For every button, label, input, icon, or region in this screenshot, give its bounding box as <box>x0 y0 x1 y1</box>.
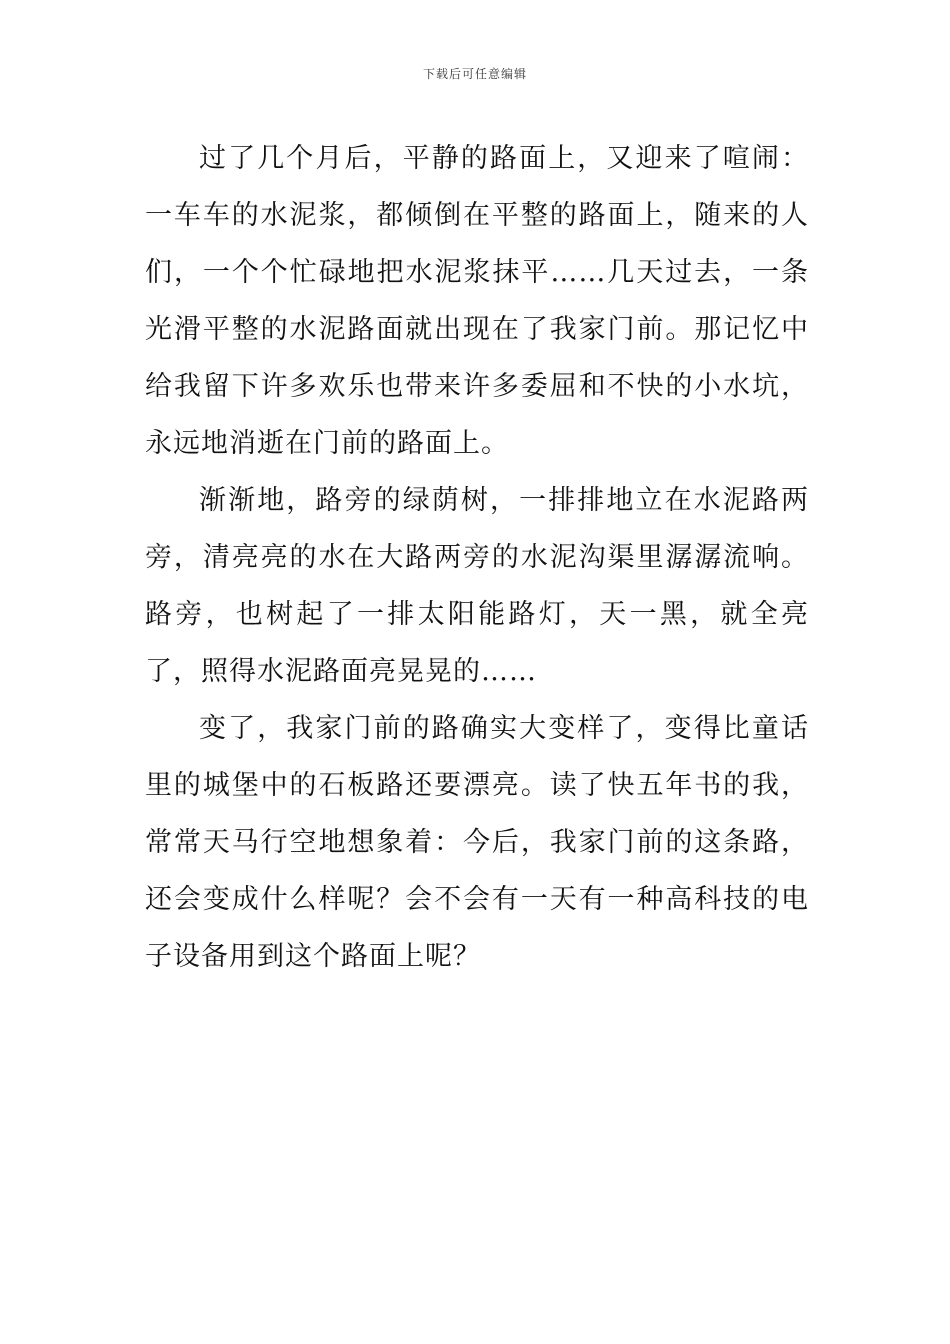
paragraph-2: 渐渐地，路旁的绿荫树，一排排地立在水泥路两旁，清亮亮的水在大路两旁的水泥沟渠里潺潺流响。路旁，也树起了一排太阳能路灯，天一黑，就全亮了，照得水泥路面亮晃晃的…… <box>145 485 809 687</box>
paragraph-3: 变了，我家门前的路确实大变样了，变得比童话里的城堡中的石板路还要漂亮。读了快五年书的我，常常天马行空地想象着：今后，我家门前的这条路，还会变成什么样呢？会不会有一天有一种高科技的电子设备用到这个路面上呢？ <box>145 713 809 972</box>
document-body <box>145 130 809 985</box>
page-header: 下载后可任意编辑 <box>422 67 527 81</box>
paragraph-1: 过了几个月后，平静的路面上，又迎来了喧闹：一车车的水泥浆，都倾倒在平整的路面上，随来的人们，一个个忙碌地把水泥浆抹平……几天过去，一条光滑平整的水泥路面就出现在了我家门前。那记忆中给我留下许多欢乐也带来许多委屈和不快的小水坑，永远地消逝在门前的路面上。 <box>145 143 809 459</box>
